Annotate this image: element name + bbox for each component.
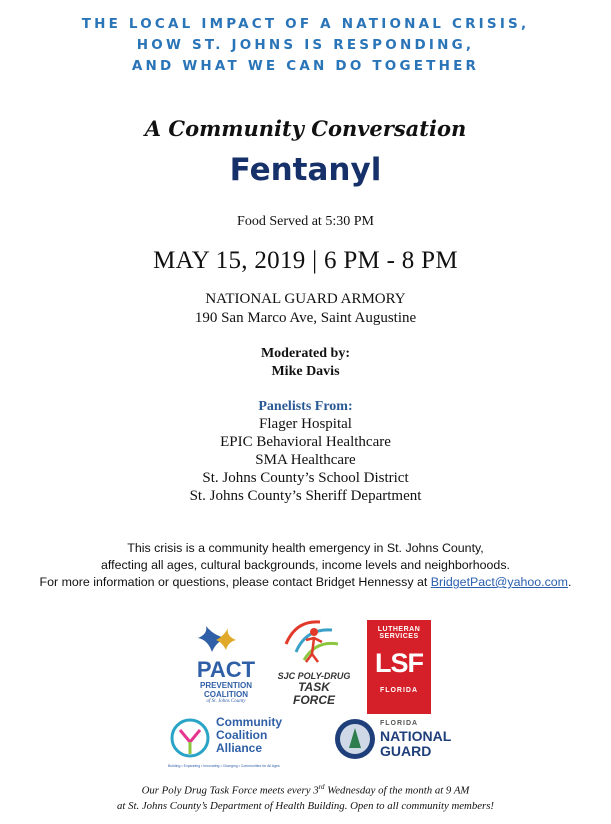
lsf-mark: LSF bbox=[375, 648, 423, 678]
sjc-taskforce-logo bbox=[276, 614, 352, 706]
footer-line-2: at St. Johns County’s Department of Health Building. Open to all community members! bbox=[116, 799, 495, 812]
blurb-contact-text: For more information or questions, please contact Bridget Hennessy at bbox=[39, 575, 431, 589]
footer-line-1 bbox=[0, 780, 611, 799]
cca-line-2: Coalition bbox=[216, 728, 268, 742]
venue bbox=[0, 290, 611, 328]
footer-note bbox=[0, 780, 611, 814]
cca-line-1: Community bbox=[216, 715, 282, 729]
pact-swoosh-icon bbox=[186, 624, 266, 654]
cca-people-icon bbox=[168, 716, 212, 760]
header-tagline bbox=[0, 14, 611, 77]
cca-name bbox=[216, 716, 282, 755]
panelists-block bbox=[0, 399, 611, 505]
blurb-line-1: This crisis is a community health emergency in St. Johns County, bbox=[127, 541, 484, 555]
pact-logo bbox=[186, 624, 266, 710]
sjc-line-1: SJC POLY-DRUG bbox=[277, 671, 351, 681]
sjc-figures-icon bbox=[276, 614, 352, 666]
cca-line-3: Alliance bbox=[216, 741, 263, 755]
moderator-name: Mike Davis bbox=[271, 364, 340, 379]
pact-sub-2: COALITION bbox=[204, 690, 248, 699]
national-guard-logo bbox=[334, 718, 474, 764]
sjc-line-2: TASK FORCE bbox=[293, 680, 335, 707]
event-title: Fentanyl bbox=[229, 152, 382, 188]
venue-address: 190 San Marco Ave, Saint Augustine bbox=[194, 310, 417, 326]
cca-logo bbox=[168, 714, 298, 774]
footer-line-1a: Our Poly Drug Task Force meets every 3 bbox=[141, 784, 319, 797]
pact-name: PACT bbox=[196, 657, 256, 682]
lsf-bottom: FLORIDA bbox=[379, 687, 419, 694]
moderator-label: Moderated by: bbox=[260, 346, 351, 361]
guard-name bbox=[380, 729, 451, 759]
guard-small: FLORIDA bbox=[380, 720, 419, 727]
guard-seal-icon bbox=[334, 718, 376, 760]
moderator-block bbox=[0, 345, 611, 381]
info-blurb bbox=[0, 540, 611, 591]
panelist-item: SMA Healthcare bbox=[255, 452, 356, 468]
panelist-item: St. Johns County’s Sheriff Department bbox=[189, 488, 422, 504]
panelist-item: Flager Hospital bbox=[259, 416, 352, 432]
panelist-item: St. Johns County’s School District bbox=[202, 470, 409, 486]
blurb-period: . bbox=[568, 575, 572, 589]
header-line-1: THE LOCAL IMPACT OF A NATIONAL CRISIS, bbox=[81, 16, 530, 32]
footer-line-1b: Wednesday of the month at 9 AM bbox=[324, 784, 470, 797]
header-line-3: AND WHAT WE CAN DO TOGETHER bbox=[131, 58, 480, 74]
guard-line-2: GUARD bbox=[380, 743, 432, 759]
event-subtitle: A Community Conversation bbox=[144, 116, 467, 141]
panelists-label: Panelists From: bbox=[258, 399, 353, 414]
lsf-logo bbox=[367, 620, 431, 714]
footer-sup: rd bbox=[318, 783, 325, 791]
panelist-item: EPIC Behavioral Healthcare bbox=[220, 434, 391, 450]
venue-name: NATIONAL GUARD ARMORY bbox=[205, 291, 406, 307]
food-time: Food Served at 5:30 PM bbox=[237, 214, 374, 229]
blurb-line-3 bbox=[0, 574, 611, 591]
pact-sub-1: PREVENTION bbox=[199, 681, 252, 690]
blurb-line-2: affecting all ages, cultural backgrounds, income levels and neighborhoods. bbox=[101, 558, 510, 572]
contact-email-link[interactable]: BridgetPact@yahoo.com bbox=[430, 575, 568, 589]
cca-tagline: Building • Expanding • Innovating • Changing • Communities for All Ages bbox=[168, 764, 280, 768]
pact-sub-3: of St. Johns County bbox=[206, 699, 246, 704]
header-line-2: HOW ST. JOHNS IS RESPONDING, bbox=[136, 37, 475, 53]
guard-line-1: NATIONAL bbox=[380, 728, 452, 744]
lsf-top-1: LUTHERAN bbox=[377, 626, 421, 633]
lsf-top-2: SERVICES bbox=[379, 633, 419, 640]
event-datetime: MAY 15, 2019 | 6 PM - 8 PM bbox=[153, 247, 458, 274]
